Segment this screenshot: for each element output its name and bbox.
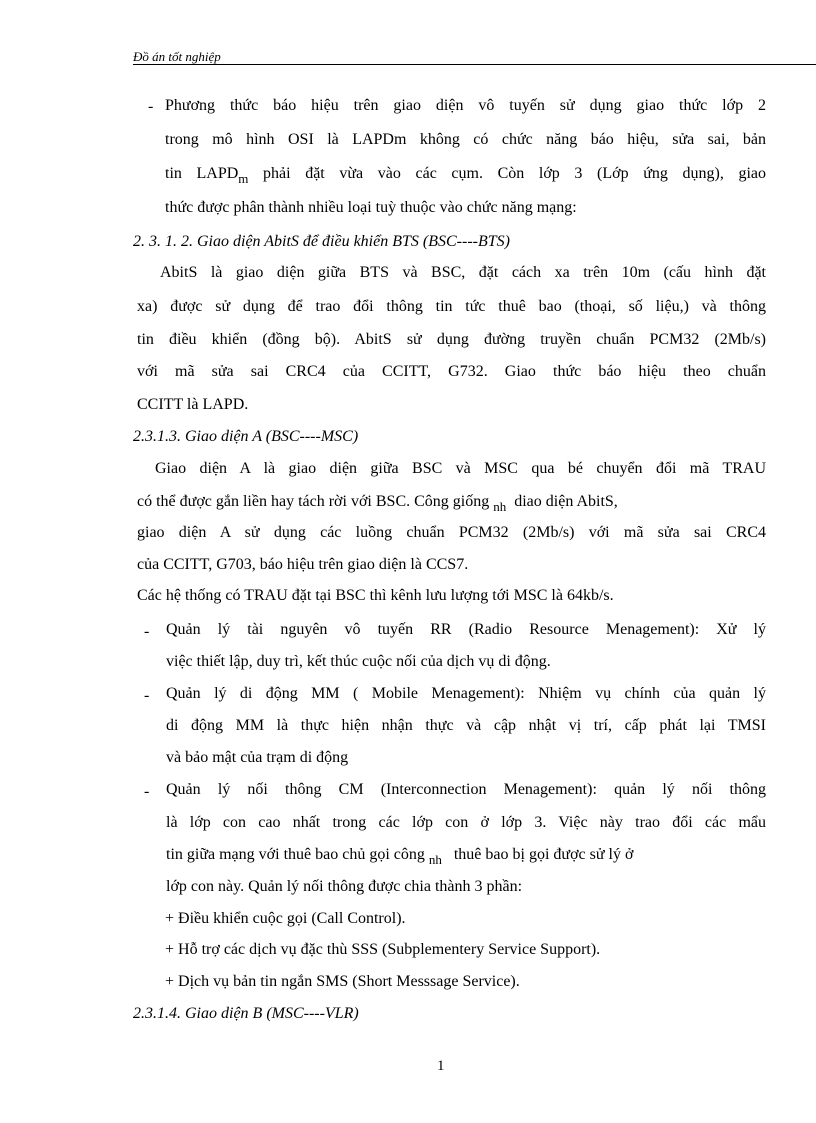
list-item-line: Quản lý nối thông CM (Interconnection Menagement): quản lý nối thông: [166, 781, 766, 798]
paragraph-line: Giao diện A là giao diện giữa BSC và MSC qua bé chuyển đổi mã TRAU: [155, 460, 766, 477]
header-rule: [133, 64, 816, 65]
bullet-dash: -: [144, 687, 150, 704]
list-item-line: là lớp con cao nhất trong các lớp con ở lớp 3. Việc này trao đổi các mẩu: [166, 814, 766, 831]
header-title: Đồ án tốt nghiệp: [133, 49, 221, 64]
bullet-dash: -: [148, 98, 154, 115]
paragraph-line: của CCITT, G703, báo hiệu trên giao diện là CCS7.: [137, 556, 469, 573]
paragraph-line: với mã sửa sai CRC4 của CCITT, G732. Giao thức báo hiệu theo chuẩn: [137, 363, 766, 380]
list-item-line: Quản lý tài nguyên vô tuyến RR (Radio Resource Menagement): Xử lý: [166, 621, 766, 638]
paragraph-line: tin điều khiển (đồng bộ). AbitS sử dụng đường truyền chuẩn PCM32 (2Mb/s): [137, 331, 766, 348]
list-item-line: di động MM là thực hiện nhận thực và cập nhật vị trí, cấp phát lại TMSI: [166, 717, 766, 734]
list-item-line: tin giữa mạng với thuê bao chủ gọi công $_{nh}$ thuê bao bị gọi được sử lý ở: [166, 846, 634, 867]
paragraph-line: xa) được sử dụng để trao đổi thông tin tức thuê bao (thoại, số liệu,) và thông: [137, 298, 766, 315]
sublist-item: + Dịch vụ bản tin ngắn SMS (Short Messsage Service).: [165, 973, 520, 990]
section-heading: 2.3.1.4. Giao diện B (MSC----VLR): [133, 1005, 359, 1022]
paragraph-line: thức được phân thành nhiều loại tuỳ thuộc vào chức năng mạng:: [165, 199, 577, 216]
paragraph-line: AbitS là giao diện giữa BTS và BSC, đặt cách xa trên 10m (cấu hình đặt: [160, 264, 766, 281]
page-number: 1: [437, 1058, 445, 1074]
paragraph-line: CCITT là LAPD.: [137, 396, 249, 413]
bullet-dash: -: [144, 623, 150, 640]
section-heading: 2.3.1.3. Giao diện A (BSC----MSC): [133, 428, 359, 445]
list-item-line: và bảo mật của trạm di động: [166, 749, 349, 766]
sublist-item: + Điều khiển cuộc gọi (Call Control).: [165, 910, 406, 927]
paragraph-line: Phương thức báo hiệu trên giao diện vô tuyến sử dụng giao thức lớp 2: [165, 97, 766, 114]
paragraph-line: tin $LAPD_m$ phải đặt vừa vào các cụm. Còn lớp 3 (Lớp ứng dụng), giao: [165, 165, 766, 186]
list-item-line: việc thiết lập, duy trì, kết thúc cuộc nối của dịch vụ di động.: [166, 653, 551, 670]
section-heading: 2. 3. 1. 2. Giao diện AbitS để điều khiển BTS (BSC----BTS): [133, 233, 510, 250]
paragraph-line: trong mô hình OSI là LAPDm không có chức năng báo hiệu, sửa sai, bản: [165, 131, 766, 148]
paragraph-line: có thể được gắn liền hay tách rời với BSC. Công giống $_{nh}$ diao diện AbitS,: [137, 493, 618, 514]
sublist-item: + Hỗ trợ các dịch vụ đặc thù SSS (Subplementery Service Support).: [165, 941, 601, 958]
paragraph-line: Các hệ thống có TRAU đặt tại BSC thì kênh lưu lượng tới MSC là 64kb/s.: [137, 587, 614, 604]
list-item-line: Quản lý di động MM ( Mobile Menagement): Nhiệm vụ chính của quản lý: [166, 685, 766, 702]
bullet-dash: -: [144, 783, 150, 800]
list-item-line: lớp con này. Quản lý nối thông được chia thành 3 phần:: [166, 878, 523, 895]
paragraph-line: giao diện A sử dụng các luồng chuẩn PCM32 (2Mb/s) với mã sửa sai CRC4: [137, 524, 766, 541]
